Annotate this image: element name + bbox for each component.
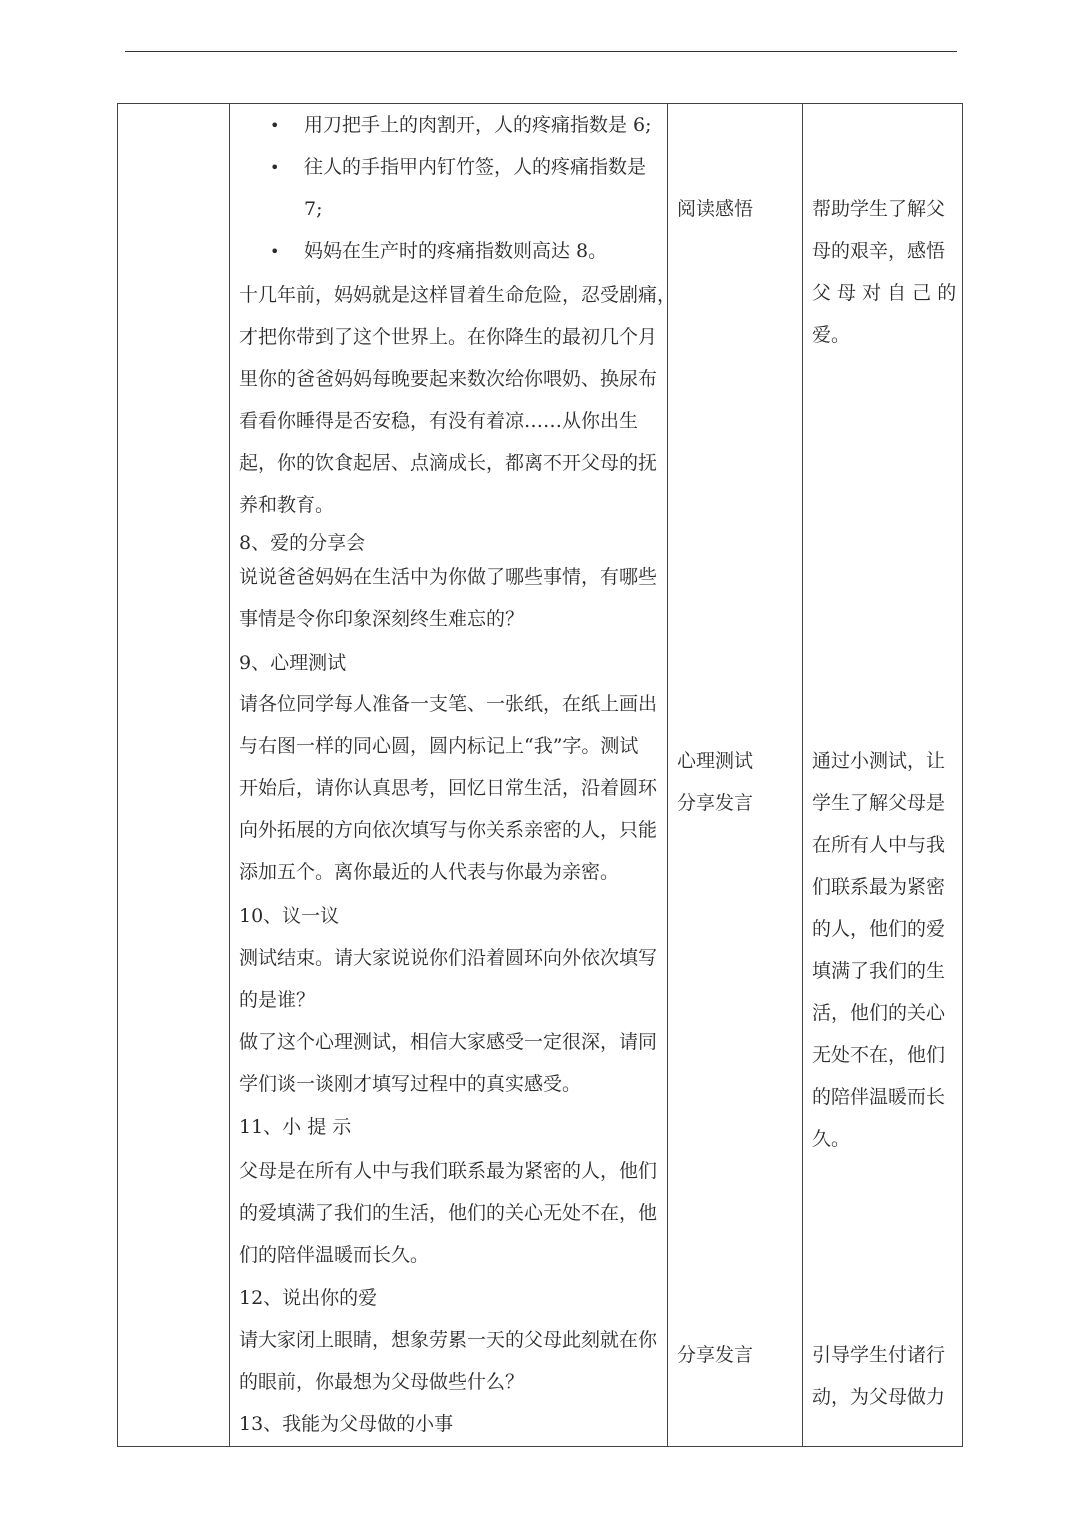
activity-psych-test: 心理测试 [677,750,754,772]
section-heading-13: 13、我能为父母做的小事 [239,1413,454,1435]
section-heading-10: 10、议一议 [239,905,340,927]
column-divider-3 [802,104,803,1446]
section-heading-8: 8、爱的分享会 [239,532,366,554]
column-divider-1 [229,104,230,1446]
bullet-dot: • [270,158,280,177]
activity-reading: 阅读感悟 [677,198,754,220]
bullet-item: 妈妈在生产时的疼痛指数则高达 8。 [304,240,608,262]
bullet-dot: • [270,116,280,135]
header-rule [125,51,957,52]
bullet-item-continuation: 7; [304,198,323,220]
section-heading-9: 9、心理测试 [239,652,347,674]
activity-share: 分享发言 [677,792,754,814]
bullet-item: 用刀把手上的肉割开，人的疼痛指数是 6; [304,114,652,136]
section-heading-11: 11、小 提 示 [239,1116,352,1138]
bullet-dot: • [270,242,280,261]
activity-share-2: 分享发言 [677,1344,754,1366]
section-heading-12: 12、说出你的爱 [239,1287,378,1309]
bullet-item: 往人的手指甲内钉竹签，人的疼痛指数是 [304,156,647,178]
